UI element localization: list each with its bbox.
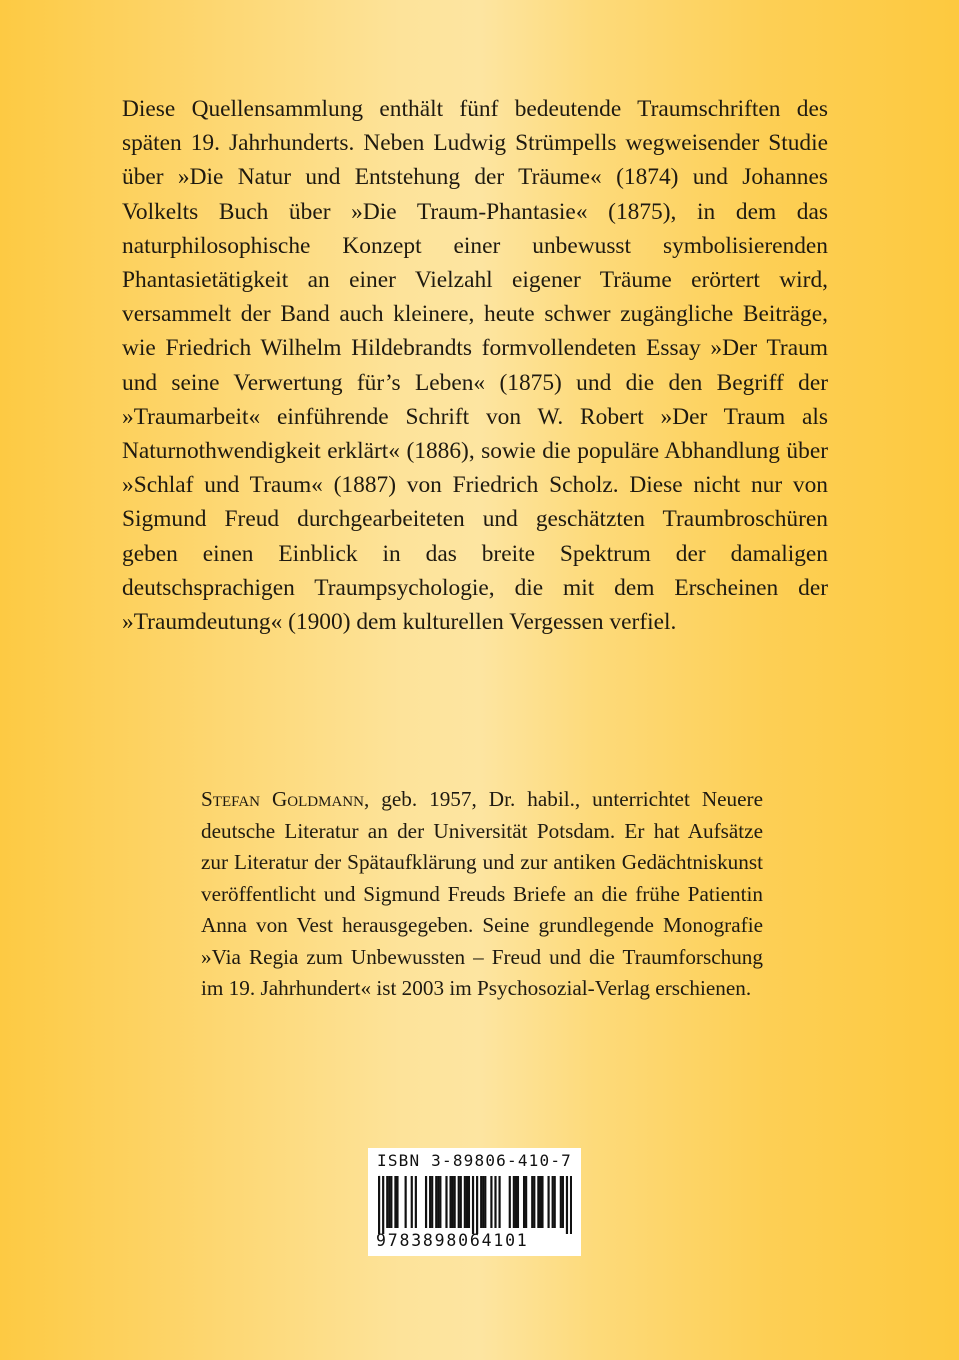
barcode-bar bbox=[517, 1176, 519, 1228]
barcode-bar bbox=[539, 1176, 541, 1228]
barcode-bar bbox=[382, 1176, 384, 1234]
barcode-bar bbox=[394, 1176, 396, 1228]
barcode-bar bbox=[390, 1176, 392, 1228]
barcode-bar bbox=[515, 1176, 517, 1228]
barcode-bar bbox=[566, 1176, 568, 1234]
barcode-bar bbox=[460, 1176, 462, 1228]
barcode-bar bbox=[464, 1176, 466, 1228]
author-bio bbox=[201, 784, 763, 1005]
barcode-bar bbox=[523, 1176, 525, 1228]
barcode-box bbox=[368, 1148, 581, 1256]
barcode-bar bbox=[439, 1176, 441, 1228]
ean-digits: 9783898064101 bbox=[376, 1231, 529, 1250]
barcode-bar bbox=[482, 1176, 484, 1228]
barcode-bar bbox=[494, 1176, 496, 1228]
barcode-bar bbox=[525, 1176, 527, 1228]
barcode-bar bbox=[396, 1176, 398, 1228]
barcode-bar bbox=[531, 1176, 533, 1228]
barcode-bar bbox=[552, 1176, 554, 1228]
barcode-bar bbox=[429, 1176, 431, 1228]
barcode-bar bbox=[452, 1176, 454, 1228]
barcode-bar bbox=[484, 1176, 486, 1228]
barcode-bar bbox=[386, 1176, 388, 1228]
barcode-bar bbox=[533, 1176, 535, 1228]
barcode-bar bbox=[437, 1176, 439, 1228]
barcode-bar bbox=[513, 1176, 515, 1228]
barcode-bar bbox=[425, 1176, 427, 1228]
barcode-bar bbox=[480, 1176, 482, 1228]
barcode-bar bbox=[570, 1176, 572, 1234]
barcode-bar bbox=[435, 1176, 437, 1228]
author-name: Stefan Goldmann bbox=[201, 787, 364, 811]
barcode-bar bbox=[498, 1176, 500, 1228]
barcode-bar bbox=[562, 1176, 564, 1228]
barcode-bar bbox=[454, 1176, 456, 1228]
barcode-bar bbox=[554, 1176, 556, 1228]
barcode-bar bbox=[449, 1176, 451, 1228]
barcode-bar bbox=[537, 1176, 539, 1228]
barcode-bar bbox=[466, 1176, 468, 1228]
barcode-bar bbox=[388, 1176, 390, 1228]
barcode-bar bbox=[476, 1176, 478, 1234]
barcode-bar bbox=[468, 1176, 470, 1228]
barcode-bar bbox=[490, 1176, 492, 1228]
barcode-bar bbox=[509, 1176, 511, 1228]
barcode-bar bbox=[431, 1176, 433, 1228]
barcode-bar bbox=[458, 1176, 460, 1228]
barcode-bar bbox=[560, 1176, 562, 1228]
author-bio-text: , geb. 1957, Dr. habil., unterrichtet Neuere deutsche Literatur an der Universität Potsdam. Er hat Aufsätze zur Literatur der Spätaufklärung und zur antiken Gedächtniskunst veröffentlicht und Sigmund Freuds Briefe an die frühe Patientin Anna von Vest herausgegeben. Seine grundlegende Monografie »Via Regia zum Unbewussten – Freud und die Traumforschung im 19. Jahrhundert« ist 2003 im Psychosozial-Verlag erschienen. bbox=[201, 787, 763, 1000]
barcode-bar bbox=[541, 1176, 543, 1228]
barcode-bar bbox=[411, 1176, 413, 1228]
barcode-bar bbox=[547, 1176, 549, 1228]
barcode-bar bbox=[472, 1176, 474, 1234]
barcode-bar bbox=[445, 1176, 447, 1228]
barcode-bars bbox=[378, 1176, 572, 1234]
isbn-label: ISBN 3-89806-410-7 bbox=[377, 1151, 572, 1170]
barcode-bar bbox=[405, 1176, 407, 1228]
barcode-bar bbox=[415, 1176, 417, 1228]
barcode-bar bbox=[378, 1176, 380, 1234]
blurb-paragraph: Diese Quellensammlung enthält fünf bedeutende Traumschriften des späten 19. Jahrhunderts. Neben Ludwig Strümpells wegweisender Studie über »Die Natur und Entstehung der Träume« (1874) und Johannes Volkelts Buch über »Die Traum-Phantasie« (1875), in dem das naturphilosophische Konzept einer unbewusst symbolisierenden Phantasietätigkeit an einer Vielzahl eigener Träume erörtert wird, versammelt der Band auch kleinere, heute schwer zugängliche Beiträge, wie Friedrich Wilhelm Hildebrandts formvollendeten Essay »Der Traum und seine Verwertung für’s Leben« (1875) und die den Begriff der »Traumarbeit« einführende Schrift von W. Robert »Der Traum als Naturnothwendigkeit erklärt« (1886), sowie die populäre Abhandlung über »Schlaf und Traum« (1887) von Friedrich Scholz. Diese nicht nur von Sigmund Freud durchgearbeiteten und geschätzten Traumbroschüren geben einen Einblick in das breite Spektrum der damaligen deutschsprachigen Traumpsychologie, die mit dem Erscheinen der »Traumdeutung« (1900) dem kulturellen Vergessen verfiel. bbox=[122, 96, 828, 636]
